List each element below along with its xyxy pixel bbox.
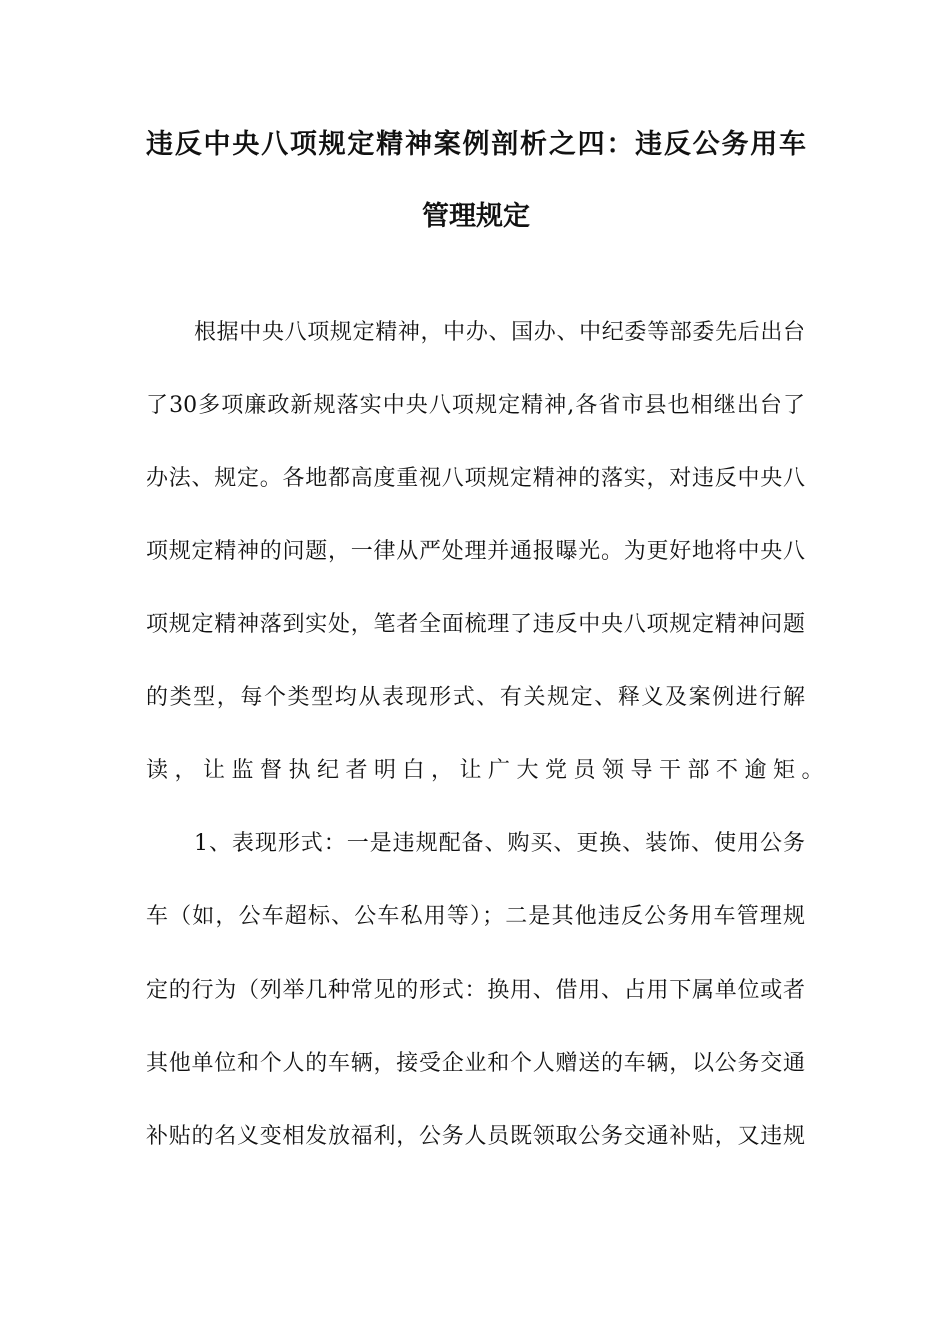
text-line: 其他单位和个人的车辆，接受企业和个人赠送的车辆，以公务交通 xyxy=(146,1051,805,1076)
text-line: 项规定精神落到实处，笔者全面梳理了违反中央八项规定精神问题 xyxy=(146,612,805,637)
title-line-1: 违反中央八项规定精神案例剖析之四：违反公务用车 xyxy=(146,129,806,160)
text-line: 定的行为（列举几种常见的形式：换用、借用、占用下属单位或者 xyxy=(146,978,805,1003)
text-line: 办法、规定。各地都高度重视八项规定精神的落实，对违反中央八 xyxy=(146,466,805,491)
text-line: 了30多项廉政新规落实中央八项规定精神,各省市县也相继出台了 xyxy=(146,393,805,418)
text-line: 的类型，每个类型均从表现形式、有关规定、释义及案例进行解 xyxy=(146,685,805,710)
text-line: 项规定精神的问题，一律从严处理并通报曝光。为更好地将中央八 xyxy=(146,539,805,564)
text-line: 根据中央八项规定精神，中办、国办、中纪委等部委先后出台 xyxy=(194,320,805,345)
text-line: 补贴的名义变相发放福利，公务人员既领取公务交通补贴，又违规 xyxy=(146,1124,805,1149)
text-line: 1、表现形式：一是违规配备、购买、更换、装饰、使用公务 xyxy=(194,831,805,856)
text-line: 车（如，公车超标、公车私用等）；二是其他违反公务用车管理规 xyxy=(146,904,805,929)
text-line: 读，让监督执纪者明白，让广大党员领导干部不逾矩。 xyxy=(146,758,831,783)
title-line-2: 管理规定 xyxy=(422,201,530,232)
